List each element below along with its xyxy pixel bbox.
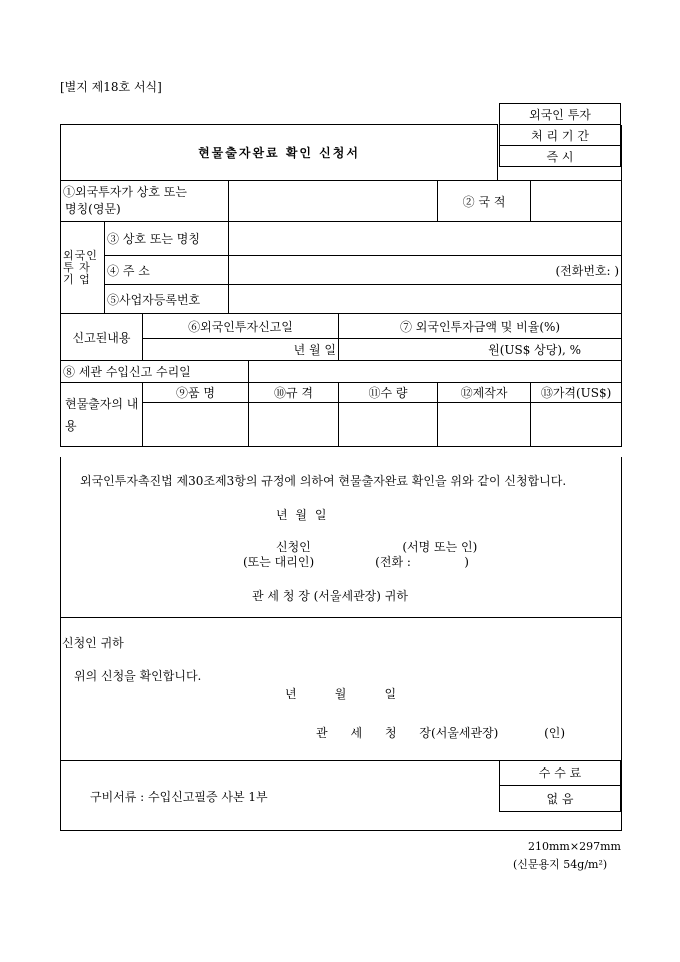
goods-spec-field[interactable] (249, 403, 339, 447)
agent-line[interactable]: (또는 대리인) (전화 : ) (243, 555, 469, 569)
confirmation-date[interactable]: 년 월 일 (285, 687, 397, 701)
required-documents: 구비서류 : 수입신고필증 사본 1부 (90, 790, 268, 804)
fee-value: 없 음 (500, 786, 621, 812)
investor-name-label-line1: ①외국투자가 상호 또는 (63, 185, 187, 199)
company-name-field[interactable] (229, 222, 622, 256)
investment-amount-field[interactable]: 원(US$ 상당), % (339, 339, 622, 361)
reported-content-label: 신고된내용 (61, 314, 143, 361)
investment-amount-label: ⑦ 외국인투자금액 및 비율(%) (339, 314, 622, 339)
confirmation-signer[interactable]: 관 세 청 장(서울세관장) (인) (316, 726, 566, 740)
nationality-field[interactable] (531, 181, 622, 222)
addressee-line: 관 세 청 장 (서울세관장) 귀하 (252, 589, 408, 603)
processing-period-value: 즉 시 (500, 146, 621, 167)
foreign-investment-label: 외국인 투자 (500, 104, 621, 125)
company-name-label: ③ 상호 또는 명칭 (105, 222, 229, 256)
goods-header-qty: ⑪수 량 (339, 383, 438, 403)
customs-date-field[interactable] (249, 361, 622, 383)
report-date-field[interactable]: 년 월 일 (143, 339, 339, 361)
goods-header-name: ⑨품 명 (143, 383, 249, 403)
customs-date-label: ⑧ 세관 수입신고 수리일 (61, 361, 249, 383)
goods-name-field[interactable] (143, 403, 249, 447)
applicant-line[interactable]: 신청인 (서명 또는 인) (276, 540, 478, 554)
company-group-label: 외국인 투 자 기 업 (61, 222, 105, 314)
paper-type: (신문용지 54g/m²) (513, 858, 608, 871)
business-reg-label: ⑤사업자등록번호 (105, 285, 229, 314)
confirmation-statement: 위의 신청을 확인합니다. (74, 669, 202, 683)
goods-header-spec: ⑩규 격 (249, 383, 339, 403)
processing-period-label: 처 리 기 간 (500, 125, 621, 146)
application-form (60, 124, 622, 447)
goods-price-field[interactable] (531, 403, 622, 447)
goods-header-price: ⑬가격(US$) (531, 383, 622, 403)
address-label: ④ 주 소 (105, 256, 229, 285)
investor-name-label-line2: 명칭(영문) (65, 202, 121, 216)
form-number-label: [별지 제18호 서식] (60, 80, 162, 94)
goods-header-maker: ⑫제작자 (438, 383, 531, 403)
declaration-date[interactable]: 년 월 일 (276, 508, 327, 522)
nationality-label: ② 국 적 (438, 181, 531, 222)
goods-qty-field[interactable] (339, 403, 438, 447)
goods-maker-field[interactable] (438, 403, 531, 447)
business-reg-field[interactable] (229, 285, 622, 314)
phone-label: (전화번호: ) (555, 263, 620, 278)
investor-name-label (61, 181, 229, 222)
confirmation-to: 신청인 귀하 (62, 636, 124, 650)
declaration-statement: 외국인투자촉진법 제30조제3항의 규정에 의하여 현물출자완료 확인을 위와 같이 신청합니다. (80, 474, 567, 488)
fee-label: 수 수 료 (500, 760, 621, 786)
page-title: 현물출자완료 확인 신청서 (61, 125, 498, 181)
investor-name-field[interactable] (229, 181, 438, 222)
fee-box (499, 760, 621, 812)
goods-label: 현물출자의 내 용 (61, 383, 143, 447)
paper-size: 210mm×297mm (528, 840, 621, 853)
report-date-label: ⑥외국인투자신고일 (143, 314, 339, 339)
address-field[interactable] (229, 256, 622, 285)
